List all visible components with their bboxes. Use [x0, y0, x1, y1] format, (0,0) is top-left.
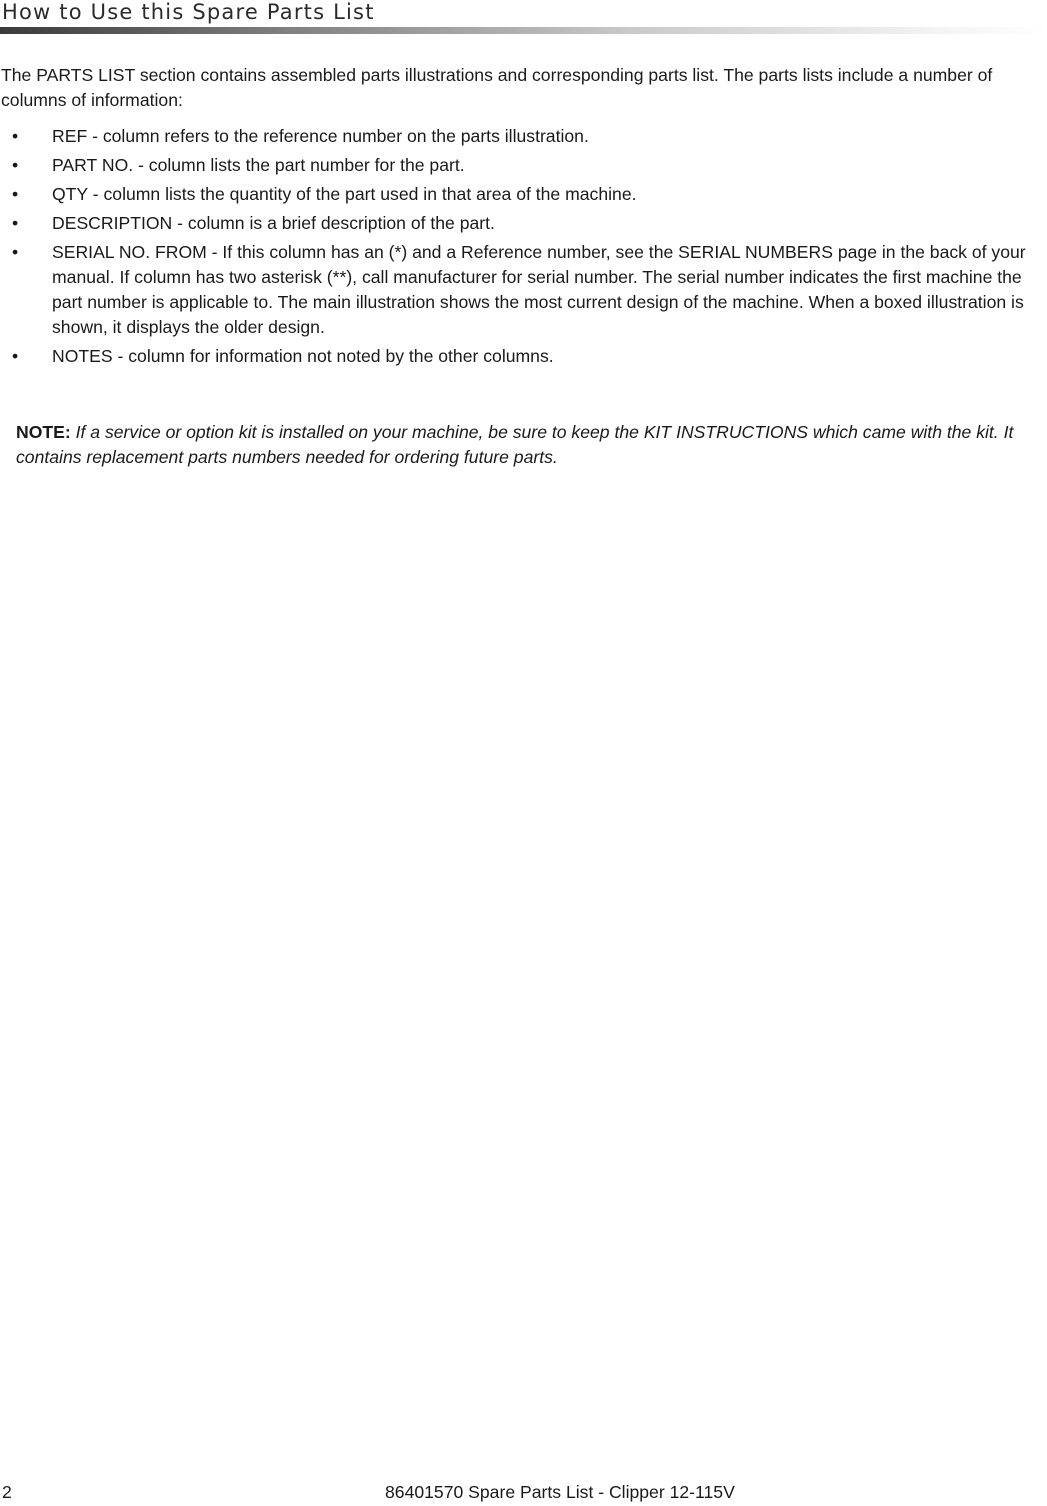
page-title: How to Use this Spare Parts List — [2, 0, 375, 24]
title-rule — [0, 27, 1047, 34]
list-item-text: PART NO. - column lists the part number for the part. — [52, 155, 465, 175]
page-number: 2 — [2, 1482, 12, 1502]
intro-paragraph: The PARTS LIST section contains assembled parts illustrations and corresponding parts list. The parts lists include a number of columns of information: — [1, 65, 993, 110]
list-item — [0, 344, 1027, 369]
note-paragraph — [16, 420, 1026, 470]
footer-document-title: 86401570 Spare Parts List - Clipper 12-115V — [385, 1482, 735, 1502]
bullet-icon: • — [12, 126, 19, 146]
list-item — [0, 182, 1027, 207]
bullet-icon: • — [12, 155, 19, 175]
column-list — [0, 124, 1047, 373]
list-item-text: QTY - column lists the quantity of the part used in that area of the machine. — [52, 184, 637, 204]
list-item — [0, 124, 1027, 149]
bullet-icon: • — [12, 242, 19, 262]
list-item — [0, 153, 1027, 178]
bullet-icon: • — [12, 213, 19, 233]
list-item-text: DESCRIPTION - column is a brief description of the part. — [52, 213, 495, 233]
list-item — [0, 211, 1027, 236]
list-item-text: NOTES - column for information not noted by the other columns. — [52, 346, 554, 366]
bullet-icon: • — [12, 184, 19, 204]
note-text: If a service or option kit is installed on your machine, be sure to keep the KIT INSTRUCTIONS which came with the kit. It contains replacement parts numbers needed for ordering future parts. — [16, 422, 1014, 467]
bullet-icon: • — [12, 346, 19, 366]
list-item-text: REF - column refers to the reference number on the parts illustration. — [52, 126, 589, 146]
list-item-text: SERIAL NO. FROM - If this column has an (*) and a Reference number, see the SERIAL NUMBERS page in the back of your manual. If column has two asterisk (**), call manufacturer for serial number. The serial number indicates the first machine the part number is applicable to. The main illustration shows the most current design of the machine. When a boxed illustration is shown, it displays the older design. — [52, 242, 1026, 337]
note-label: NOTE: — [16, 422, 71, 442]
list-item — [0, 240, 1027, 340]
